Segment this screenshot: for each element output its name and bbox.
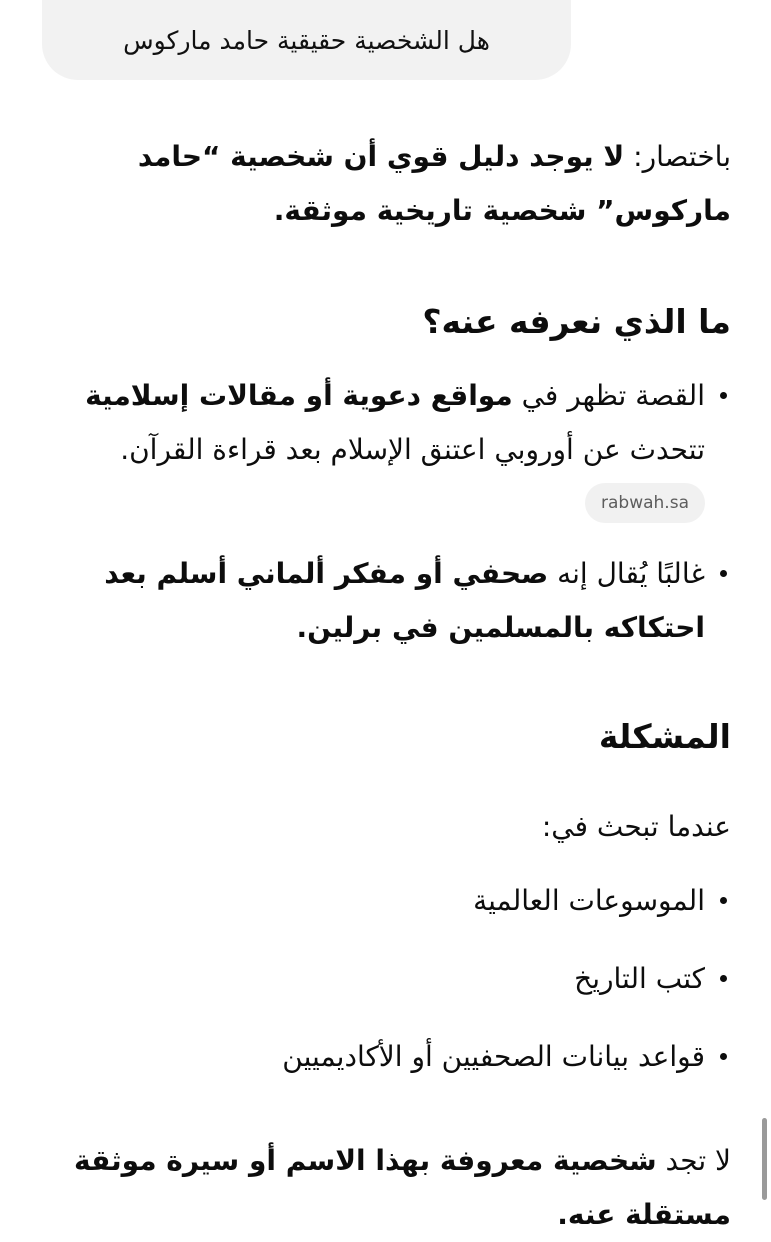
user-message-bubble xyxy=(42,0,571,80)
assistant-response xyxy=(40,130,731,1242)
summary-bold: لا يوجد دليل قوي أن شخصية “حامد ماركوس” شخصية تاريخية موثقة. xyxy=(137,140,731,227)
known-facts-list xyxy=(40,369,731,477)
conclusion-bold: شخصية معروفة بهذا الاسم أو سيرة موثقة مستقلة عنه. xyxy=(74,1144,731,1231)
known-facts-list-2 xyxy=(40,547,731,655)
list-item-bold: صحفي أو مفكر ألماني أسلم بعد احتكاكه بالمسلمين في برلين. xyxy=(104,557,705,644)
summary-paragraph xyxy=(40,130,731,238)
list-item: الموسوعات العالمية xyxy=(40,874,731,928)
search-sources-list xyxy=(40,874,731,1084)
scrollbar[interactable] xyxy=(762,1118,767,1200)
summary-lead: باختصار: xyxy=(624,140,731,173)
list-item-bold: مواقع دعوية أو مقالات إسلامية xyxy=(85,379,513,412)
problem-intro: عندما تبحث في: xyxy=(541,810,731,843)
list-item: غالبًا يُقال إنه صحفي أو مفكر ألماني أسلم بعد احتكاكه بالمسلمين في برلين. xyxy=(40,547,731,655)
list-item: قواعد بيانات الصحفيين أو الأكاديميين xyxy=(40,1030,731,1084)
user-message-text: هل الشخصية حقيقية حامد ماركوس xyxy=(123,25,490,55)
conclusion-paragraph: لا تجد شخصية معروفة بهذا الاسم أو سيرة موثقة مستقلة عنه. xyxy=(74,1144,731,1231)
list-item: القصة تظهر في مواقع دعوية أو مقالات إسلامية تتحدث عن أوروبي اعتنق الإسلام بعد قراءة القرآن. xyxy=(40,369,731,477)
section-heading-problem: المشكلة xyxy=(598,717,731,756)
source-chip[interactable]: rabwah.sa xyxy=(585,483,705,523)
section-heading-what-we-know: ما الذي نعرفه عنه؟ xyxy=(422,302,731,341)
list-item: كتب التاريخ xyxy=(40,952,731,1006)
